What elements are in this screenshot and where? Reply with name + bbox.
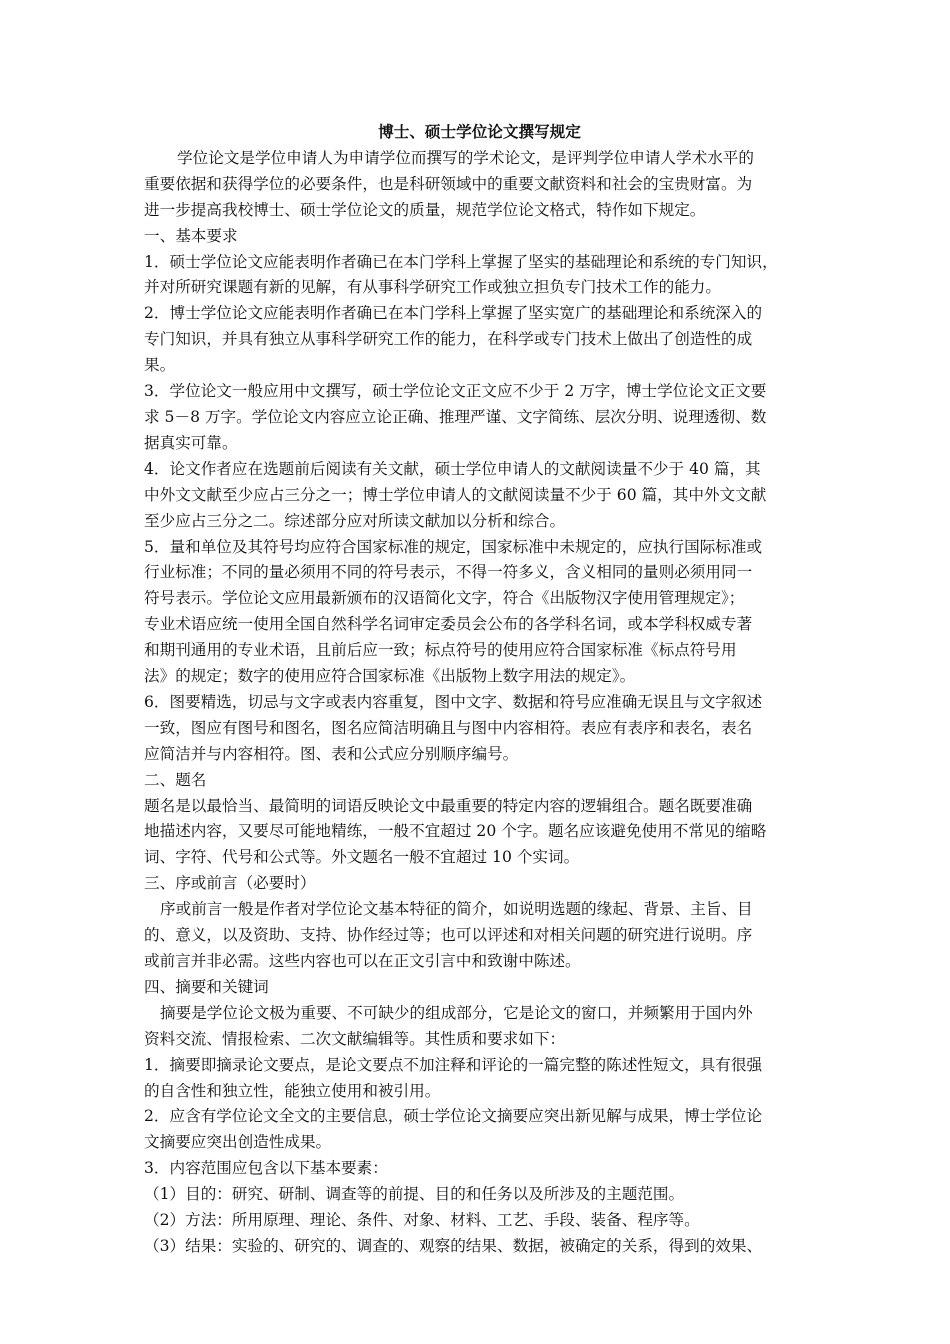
text-line: 词、字符、代号和公式等。外文题名一般不宜超过 10 个实词。 — [144, 848, 580, 867]
section2-heading: 二、题名 — [144, 770, 207, 789]
section3-heading: 三、序或前言（必要时） — [144, 874, 316, 893]
text-line: 或前言并非必需。这些内容也可以在正文引言中和致谢中陈述。 — [144, 952, 581, 970]
text-line: 中外文文献至少应占三分之一；博士学位申请人的文献阅读量不少于 60 篇，其中外文文献 — [144, 485, 767, 504]
text-line: 求 5－8 万字。学位论文内容应立论正确、推理严谨、文字简练、层次分明、说理透彻、数 — [144, 407, 767, 426]
intro-line: 学位论文是学位申请人为申请学位而撰写的学术论文，是评判学位申请人学术水平的 — [177, 148, 754, 167]
text-line: 1．摘要即摘录论文要点，是论文要点不加注释和评论的一篇完整的陈述性短文，具有很强 — [144, 1055, 763, 1074]
document-title: 博士、硕士学位论文撰写规定 — [378, 123, 581, 141]
text-line: 6．图要精选，切忌与文字或表内容重复，图中文字、数据和符号应准确无误且与文字叙述 — [144, 692, 763, 711]
text-line: 专门知识，并具有独立从事科学研究工作的能力，在科学或专门技术上做出了创造性的成 — [144, 330, 753, 349]
intro-line: 进一步提高我校博士、硕士学位论文的质量，规范学位论文格式，特作如下规定。 — [144, 200, 706, 219]
text-line: 题名是以最恰当、最简明的词语反映论文中最重要的特定内容的逻辑组合。题名既要准确 — [144, 796, 753, 815]
text-line: 2．应含有学位论文全文的主要信息，硕士学位论文摘要应突出新见解与成果，博士学位论 — [144, 1107, 763, 1126]
text-line: 法》的规定；数字的使用应符合国家标准《出版物上数字用法的规定》。 — [144, 667, 636, 686]
text-line: 序或前言一般是作者对学位论文基本特征的简介，如说明选题的缘起、背景、主旨、目 — [160, 900, 753, 919]
text-line: 并对所研究课题有新的见解，有从事科学研究工作或独立担负专门技术工作的能力。 — [144, 278, 721, 297]
text-line: 的自含性和独立性，能独立使用和被引用。 — [144, 1081, 441, 1100]
text-line: 1．硕士学位论文应能表明作者确已在本门学科上掌握了坚实的基础理论和系统的专门知识， — [144, 252, 778, 271]
text-line: 摘要是学位论文极为重要、不可缺少的组成部分，它是论文的窗口，并频繁用于国内外 — [160, 1003, 753, 1022]
section1-heading: 一、基本要求 — [144, 226, 238, 245]
text-line: 5．量和单位及其符号均应符合国家标准的规定，国家标准中未规定的，应执行国际标准或 — [144, 537, 763, 556]
text-line: 专业术语应统一使用全国自然科学名词审定委员会公布的各学科名词，或本学科权威专著 — [144, 615, 753, 634]
text-line: 据真实可靠。 — [144, 433, 238, 452]
text-line: （3）结果：实验的、研究的、调查的、观察的结果、数据，被确定的关系，得到的效果、 — [144, 1236, 763, 1255]
text-line: （2）方法：所用原理、理论、条件、对象、材料、工艺、手段、装备、程序等。 — [144, 1211, 700, 1230]
section1-body — [144, 250, 810, 768]
text-line: 的、意义，以及资助、支持、协作经过等；也可以评述和对相关问题的研究进行说明。序 — [144, 926, 753, 945]
text-line: 果。 — [144, 356, 176, 375]
text-line: （1）目的：研究、研制、调查等的前提、目的和任务以及所涉及的主题范围。 — [144, 1185, 685, 1204]
text-line: 一致，图应有图号和图名，图名应简洁明确且与图中内容相符。表应有表序和表名，表名 — [144, 718, 753, 737]
text-line: 符号表示。学位论文应用最新颁布的汉语简化文字，符合《出版物汉字使用管理规定》； — [144, 589, 745, 608]
text-line: 应简洁并与内容相符。图、表和公式应分别顺序编号。 — [144, 744, 519, 763]
text-line: 3．学位论文一般应用中文撰写，硕士学位论文正文应不少于 2 万字，博士学位论文正文要 — [144, 382, 767, 401]
section3-body — [144, 897, 810, 975]
section4-body — [144, 1001, 810, 1260]
text-line: 地描述内容，又要尽可能地精练，一般不宜超过 20 个字。题名应该避免使用不常见的缩略 — [144, 822, 767, 841]
intro-line: 重要依据和获得学位的必要条件，也是科研领域中的重要文献资料和社会的宝贵财富。为 — [144, 174, 753, 193]
text-line: 4．论文作者应在选题前后阅读有关文献，硕士学位申请人的文献阅读量不少于 40 篇，其 — [144, 459, 761, 478]
text-line: 资料交流、情报检索、二次文献编辑等。其性质和要求如下： — [144, 1029, 566, 1048]
text-line: 文摘要应突出创造性成果。 — [144, 1133, 332, 1152]
text-line: 至少应占三分之二。综述部分应对所读文献加以分析和综合。 — [144, 511, 566, 530]
intro-paragraph — [144, 146, 810, 224]
text-line: 行业标准；不同的量必须用不同的符号表示，不得一符多义，含义相同的量则必须用同一 — [144, 563, 753, 582]
section4-heading: 四、摘要和关键词 — [144, 977, 269, 996]
text-line: 和期刊通用的专业术语，且前后应一致；标点符号的使用应符合国家标准《标点符号用 — [144, 641, 737, 660]
text-line: 3．内容范围应包含以下基本要素： — [144, 1159, 388, 1178]
text-line: 2．博士学位论文应能表明作者确已在本门学科上掌握了坚实宽广的基础理论和系统深入的 — [144, 304, 763, 323]
section2-body — [144, 794, 810, 872]
document-page — [144, 120, 810, 1260]
